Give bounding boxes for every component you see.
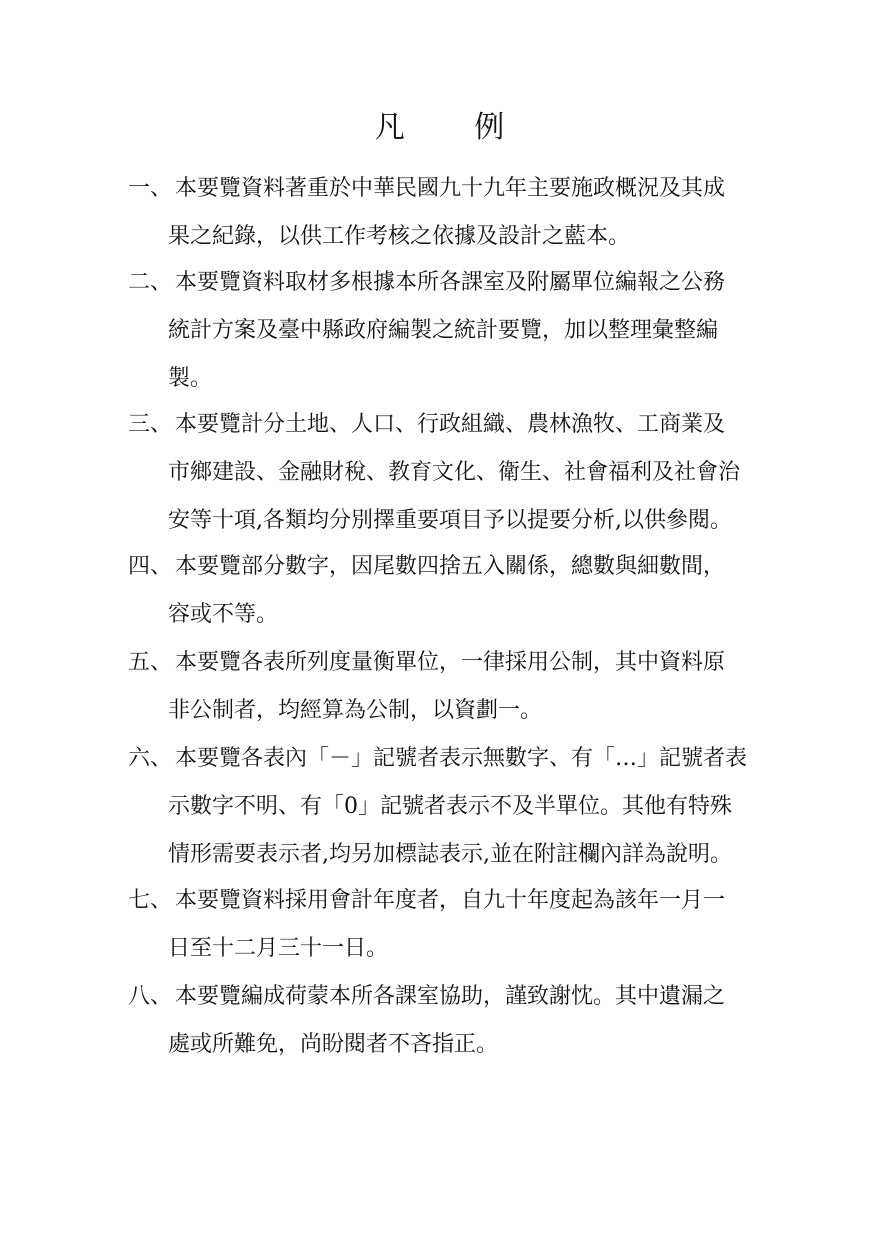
item-number: 二、	[128, 270, 173, 295]
item-number: 八、	[128, 984, 173, 1009]
page-title: 凡 例	[374, 110, 535, 145]
item-text-line: 容或不等。	[168, 602, 279, 627]
item-text-line: 處或所難免，尚盼閱者不吝指正。	[168, 1032, 499, 1057]
item-number: 四、	[128, 554, 173, 579]
item-text-line: 非公制者，均經算為公制，以資劃一。	[168, 698, 543, 723]
item-text-line: 本要覽各表內「－」記號者表示無數字、有「…」記號者表	[175, 746, 748, 771]
item-text-line: 安等十項,各類均分別擇重要項目予以提要分析,以供參閱。	[168, 508, 732, 533]
item-number: 一、	[128, 176, 173, 201]
item-text-line: 果之紀錄，以供工作考核之依據及設計之藍本。	[168, 224, 631, 249]
item-text-line: 本要覽資料著重於中華民國九十九年主要施政概況及其成	[175, 176, 726, 201]
item-text-line: 示數字不明、有「0」記號者表示不及半單位。其他有特殊	[168, 794, 732, 819]
item-text-line: 統計方案及臺中縣政府編製之統計要覽，加以整理彙整編	[168, 318, 719, 343]
item-text-line: 情形需要表示者,均另加標誌表示,並在附註欄內詳為說明。	[168, 842, 732, 867]
item-text-line: 本要覽編成荷蒙本所各課室協助，謹致謝忱。其中遺漏之	[175, 984, 726, 1009]
item-number: 七、	[128, 888, 173, 913]
item-text-line: 本要覽資料取材多根據本所各課室及附屬單位編報之公務	[175, 270, 726, 295]
item-number: 三、	[128, 412, 173, 437]
item-text-line: 本要覽部分數字，因尾數四捨五入關係，總數與細數間，	[175, 554, 726, 579]
item-number: 六、	[128, 746, 173, 771]
item-text-line: 本要覽計分土地、人口、行政組織、農林漁牧、工商業及	[175, 412, 726, 437]
item-text-line: 日至十二月三十一日。	[168, 936, 389, 961]
item-text-line: 市鄉建設、金融財稅、教育文化、衛生、社會福利及社會治	[168, 460, 741, 485]
item-number: 五、	[128, 650, 173, 675]
item-text-line: 製。	[168, 366, 213, 391]
item-text-line: 本要覽資料採用會計年度者，自九十年度起為該年一月一	[175, 888, 726, 913]
item-text-line: 本要覽各表所列度量衡單位，一律採用公制，其中資料原	[175, 650, 726, 675]
